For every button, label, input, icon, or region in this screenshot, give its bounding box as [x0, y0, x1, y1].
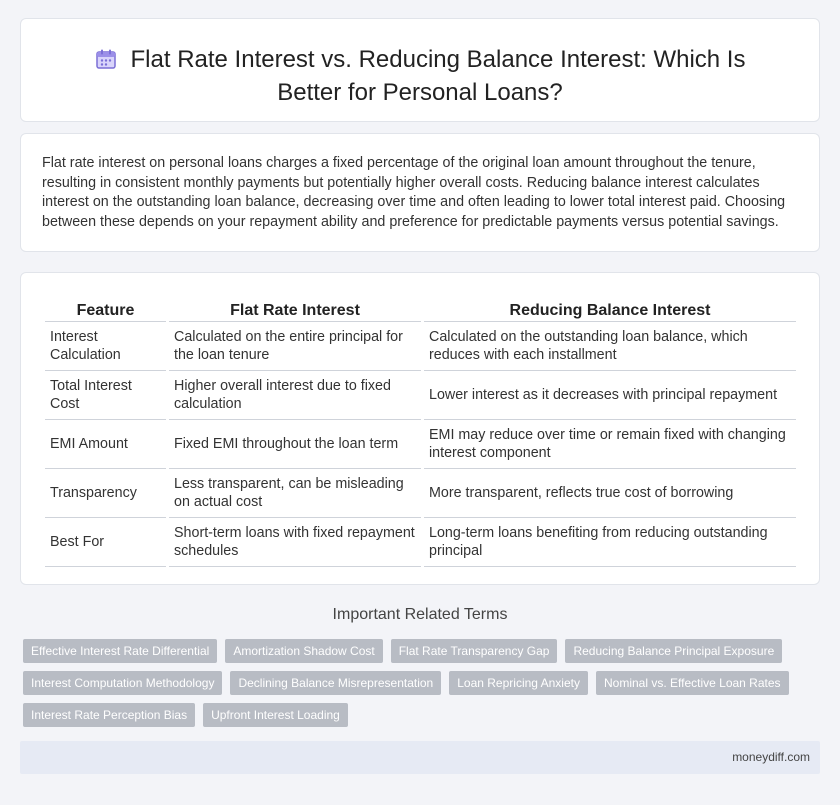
related-term-tag[interactable]: Interest Computation Methodology [23, 671, 222, 695]
page-title-text: Flat Rate Interest vs. Reducing Balance Interest: Which Is Better for Personal Loans? [130, 46, 746, 106]
table-row [45, 469, 796, 518]
page-title [61, 45, 779, 108]
reducing-balance-cell: More transparent, reflects true cost of borrowing [424, 469, 796, 518]
flat-rate-cell: Calculated on the entire principal for the loan tenure [169, 322, 421, 371]
related-terms-heading: Important Related Terms [332, 606, 508, 623]
reducing-balance-cell: Lower interest as it decreases with principal repayment [424, 371, 796, 420]
feature-cell: Total Interest Cost [45, 371, 166, 420]
flat-rate-cell: Fixed EMI throughout the loan term [169, 420, 421, 469]
comparison-table-card [20, 272, 820, 585]
feature-cell: Transparency [45, 469, 166, 518]
related-term-tag[interactable]: Effective Interest Rate Differential [23, 639, 217, 663]
flat-rate-cell: Less transparent, can be misleading on actual cost [169, 469, 421, 518]
tag-row [23, 703, 803, 727]
intro-card [20, 133, 820, 252]
table-header-row [45, 296, 796, 322]
related-term-tag[interactable]: Flat Rate Transparency Gap [391, 639, 558, 663]
feature-cell: Best For [45, 518, 166, 567]
header-reducing-balance: Reducing Balance Interest [424, 296, 796, 322]
flat-rate-cell: Higher overall interest due to fixed calculation [169, 371, 421, 420]
header-flat-rate: Flat Rate Interest [169, 296, 421, 322]
related-term-tag[interactable]: Upfront Interest Loading [203, 703, 348, 727]
reducing-balance-cell: Long-term loans benefiting from reducing outstanding principal [424, 518, 796, 567]
tag-row [23, 671, 803, 695]
related-term-tag[interactable]: Declining Balance Misrepresentation [230, 671, 441, 695]
table-row [45, 518, 796, 567]
related-term-tag[interactable]: Nominal vs. Effective Loan Rates [596, 671, 789, 695]
feature-cell: EMI Amount [45, 420, 166, 469]
reducing-balance-cell: Calculated on the outstanding loan balance, which reduces with each installment [424, 322, 796, 371]
table-row [45, 420, 796, 469]
tag-row [23, 639, 803, 663]
flat-rate-cell: Short-term loans with fixed repayment schedules [169, 518, 421, 567]
related-terms-list [23, 639, 803, 735]
footer-site-link[interactable]: moneydiff.com [732, 750, 810, 764]
feature-cell: Interest Calculation [45, 322, 166, 371]
header-feature: Feature [45, 296, 166, 322]
related-term-tag[interactable]: Amortization Shadow Cost [225, 639, 382, 663]
table-row [45, 371, 796, 420]
table-row [45, 322, 796, 371]
footer [20, 741, 820, 774]
title-card [20, 18, 820, 122]
intro-paragraph: Flat rate interest on personal loans charges a fixed percentage of the original loan amount throughout the tenure, resulting in consistent monthly payments but potentially higher overall costs. Reducing balance interest calculates interest on the outstanding loan balance, decreasing over time and often leading to lower total interest paid. Choosing between these depends on your repayment ability and preference for predictable payments versus potential savings. [42, 155, 786, 230]
related-term-tag[interactable]: Reducing Balance Principal Exposure [565, 639, 782, 663]
reducing-balance-cell: EMI may reduce over time or remain fixed with changing interest component [424, 420, 796, 469]
related-term-tag[interactable]: Loan Repricing Anxiety [449, 671, 588, 695]
comparison-table [42, 296, 799, 567]
related-term-tag[interactable]: Interest Rate Perception Bias [23, 703, 195, 727]
calendar-icon [95, 48, 117, 78]
